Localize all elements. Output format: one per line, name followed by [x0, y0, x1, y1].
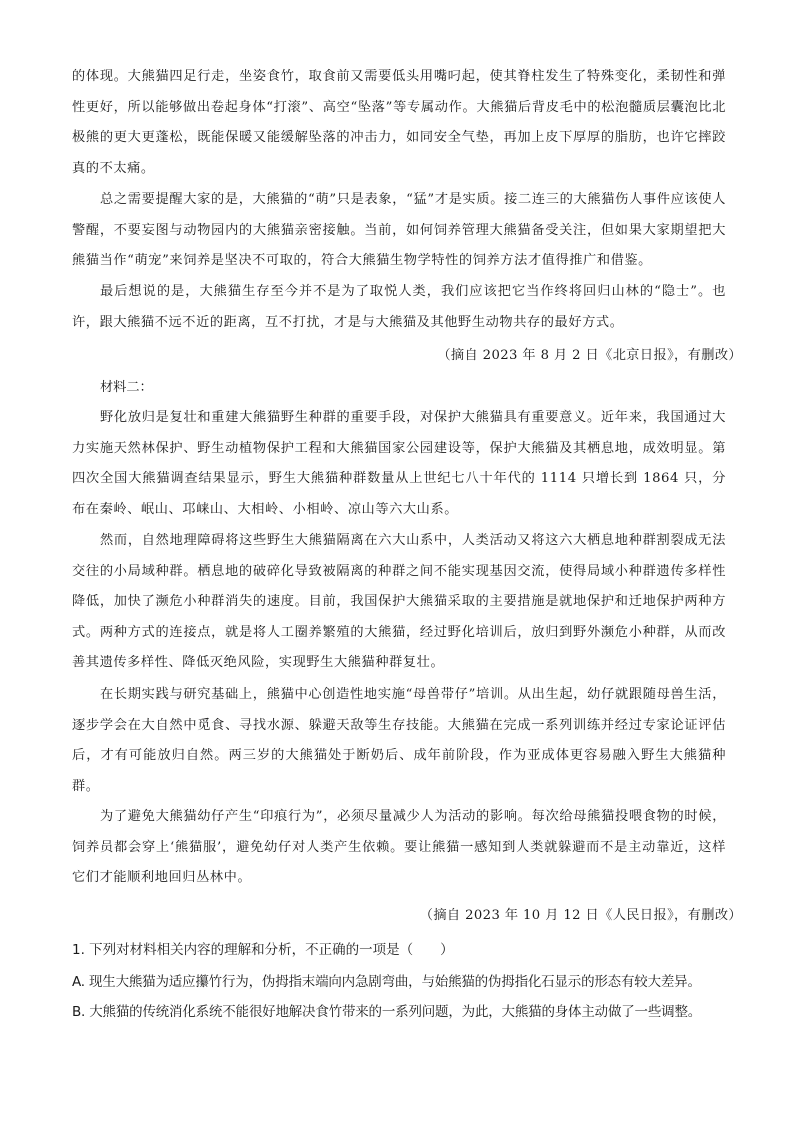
- material1-source: （摘自 2023 年 8 月 2 日《北京日报》，有删改）: [437, 348, 742, 363]
- material1-paragraph-3: 最后想说的是，大熊猫生存至今并不是为了取悦人类，我们应该把它当作终将回归山林的“隐士”。也许，跟大熊猫不远不近的距离，互不打扰，才是与大熊猫及其他野生动物共存的最好方式。: [72, 284, 726, 330]
- question-1-option-b[interactable]: B. 大熊猫的传统消化系统不能很好地解决食竹带来的一系列问题，为此，大熊猫的身体主动做了一些调整。: [72, 1004, 702, 1020]
- material2-heading: 材料二：: [100, 380, 153, 395]
- material2-paragraph-4: 为了避免大熊猫幼仔产生“印痕行为”，必须尽量减少人为活动的影响。每次给母熊猫投喂食物的时候，饲养员都会穿上‘熊猫服’，避免幼仔对人类产生依赖。要让熊猫一感知到人类就躲避而不是主动靠近，这样它们才能顺利地回归丛林中。: [72, 809, 726, 886]
- material2-paragraph-1: 野化放归是复壮和重建大熊猫野生种群的重要手段，对保护大熊猫具有重要意义。近年来，我国通过大力实施天然林保护、野生动植物保护工程和大熊猫国家公园建设等，保护大熊猫及其栖息地，成效明显。第四次全国大熊猫调查结果显示，野生大熊猫种群数量从上世纪七八十年代的 1114 只增长到 1864 只，分布在秦岭、岷山、邛崃山、大相岭、小相岭、凉山等六大山系。: [72, 410, 726, 517]
- material1-paragraph-1: 的体现。大熊猫四足行走，坐姿食竹，取食前又需要低头用嘴叼起，使其脊柱发生了特殊变化，柔韧性和弹性更好，所以能够做出卷起身体“打滚”、高空“坠落”等专属动作。大熊猫后背皮毛中的松泡髓质层囊泡比北极熊的更大更蓬松，既能保暖又能缓解坠落的冲击力，如同安全气垫，再加上皮下厚厚的脂肪，也许它摔跤真的不太痛。: [72, 69, 726, 176]
- material2-paragraph-2: 然而，自然地理障碍将这些野生大熊猫隔离在六大山系中，人类活动又将这六大栖息地种群割裂成无法交往的小局域种群。栖息地的破碎化导致被隔离的种群之间不能实现基因交流，使得局域小种群遗传多样性降低，加快了濒危小种群消失的速度。目前，我国保护大熊猫采取的主要措施是就地保护和迁地保护两种方式。两种方式的连接点，就是将人工圈养繁殖的大熊猫，经过野化培训后，放归到野外濒危小种群，从而改善其遗传多样性、降低灭绝风险，实现野生大熊猫种群复壮。: [72, 533, 726, 671]
- material2-source: （摘自 2023 年 10 月 12 日《人民日报》，有删改）: [419, 908, 742, 923]
- material2-paragraph-3: 在长期实践与研究基础上，熊猫中心创造性地实施“母兽带仔”培训。从出生起，幼仔就跟随母兽生活，逐步学会在大自然中觅食、寻找水源、躲避天敌等生存技能。大熊猫在完成一系列训练并经过专家论证评估后，才有可能放归自然。两三岁的大熊猫处于断奶后、成年前阶段，作为亚成体更容易融入野生大熊猫种群。: [72, 687, 726, 794]
- material1-paragraph-2: 总之需要提醒大家的是，大熊猫的“萌”只是表象，“猛”才是实质。接二连三的大熊猫伤人事件应该使人警醒，不要妄图与动物园内的大熊猫亲密接触。当前，如何饲养管理大熊猫备受关注，但如果大家期望把大熊猫当作“萌宠”来饲养是坚决不可取的，符合大熊猫生物学特性的饲养方法才值得推广和借鉴。: [72, 192, 726, 269]
- question-1-stem: 1. 下列对材料相关内容的理解和分析，不正确的一项是（ ）: [72, 942, 454, 958]
- question-1-option-a[interactable]: A. 现生大熊猫为适应攥竹行为，伪拇指末端向内急剧弯曲，与始熊猫的伪拇指化石显示的形态有较大差异。: [72, 974, 701, 990]
